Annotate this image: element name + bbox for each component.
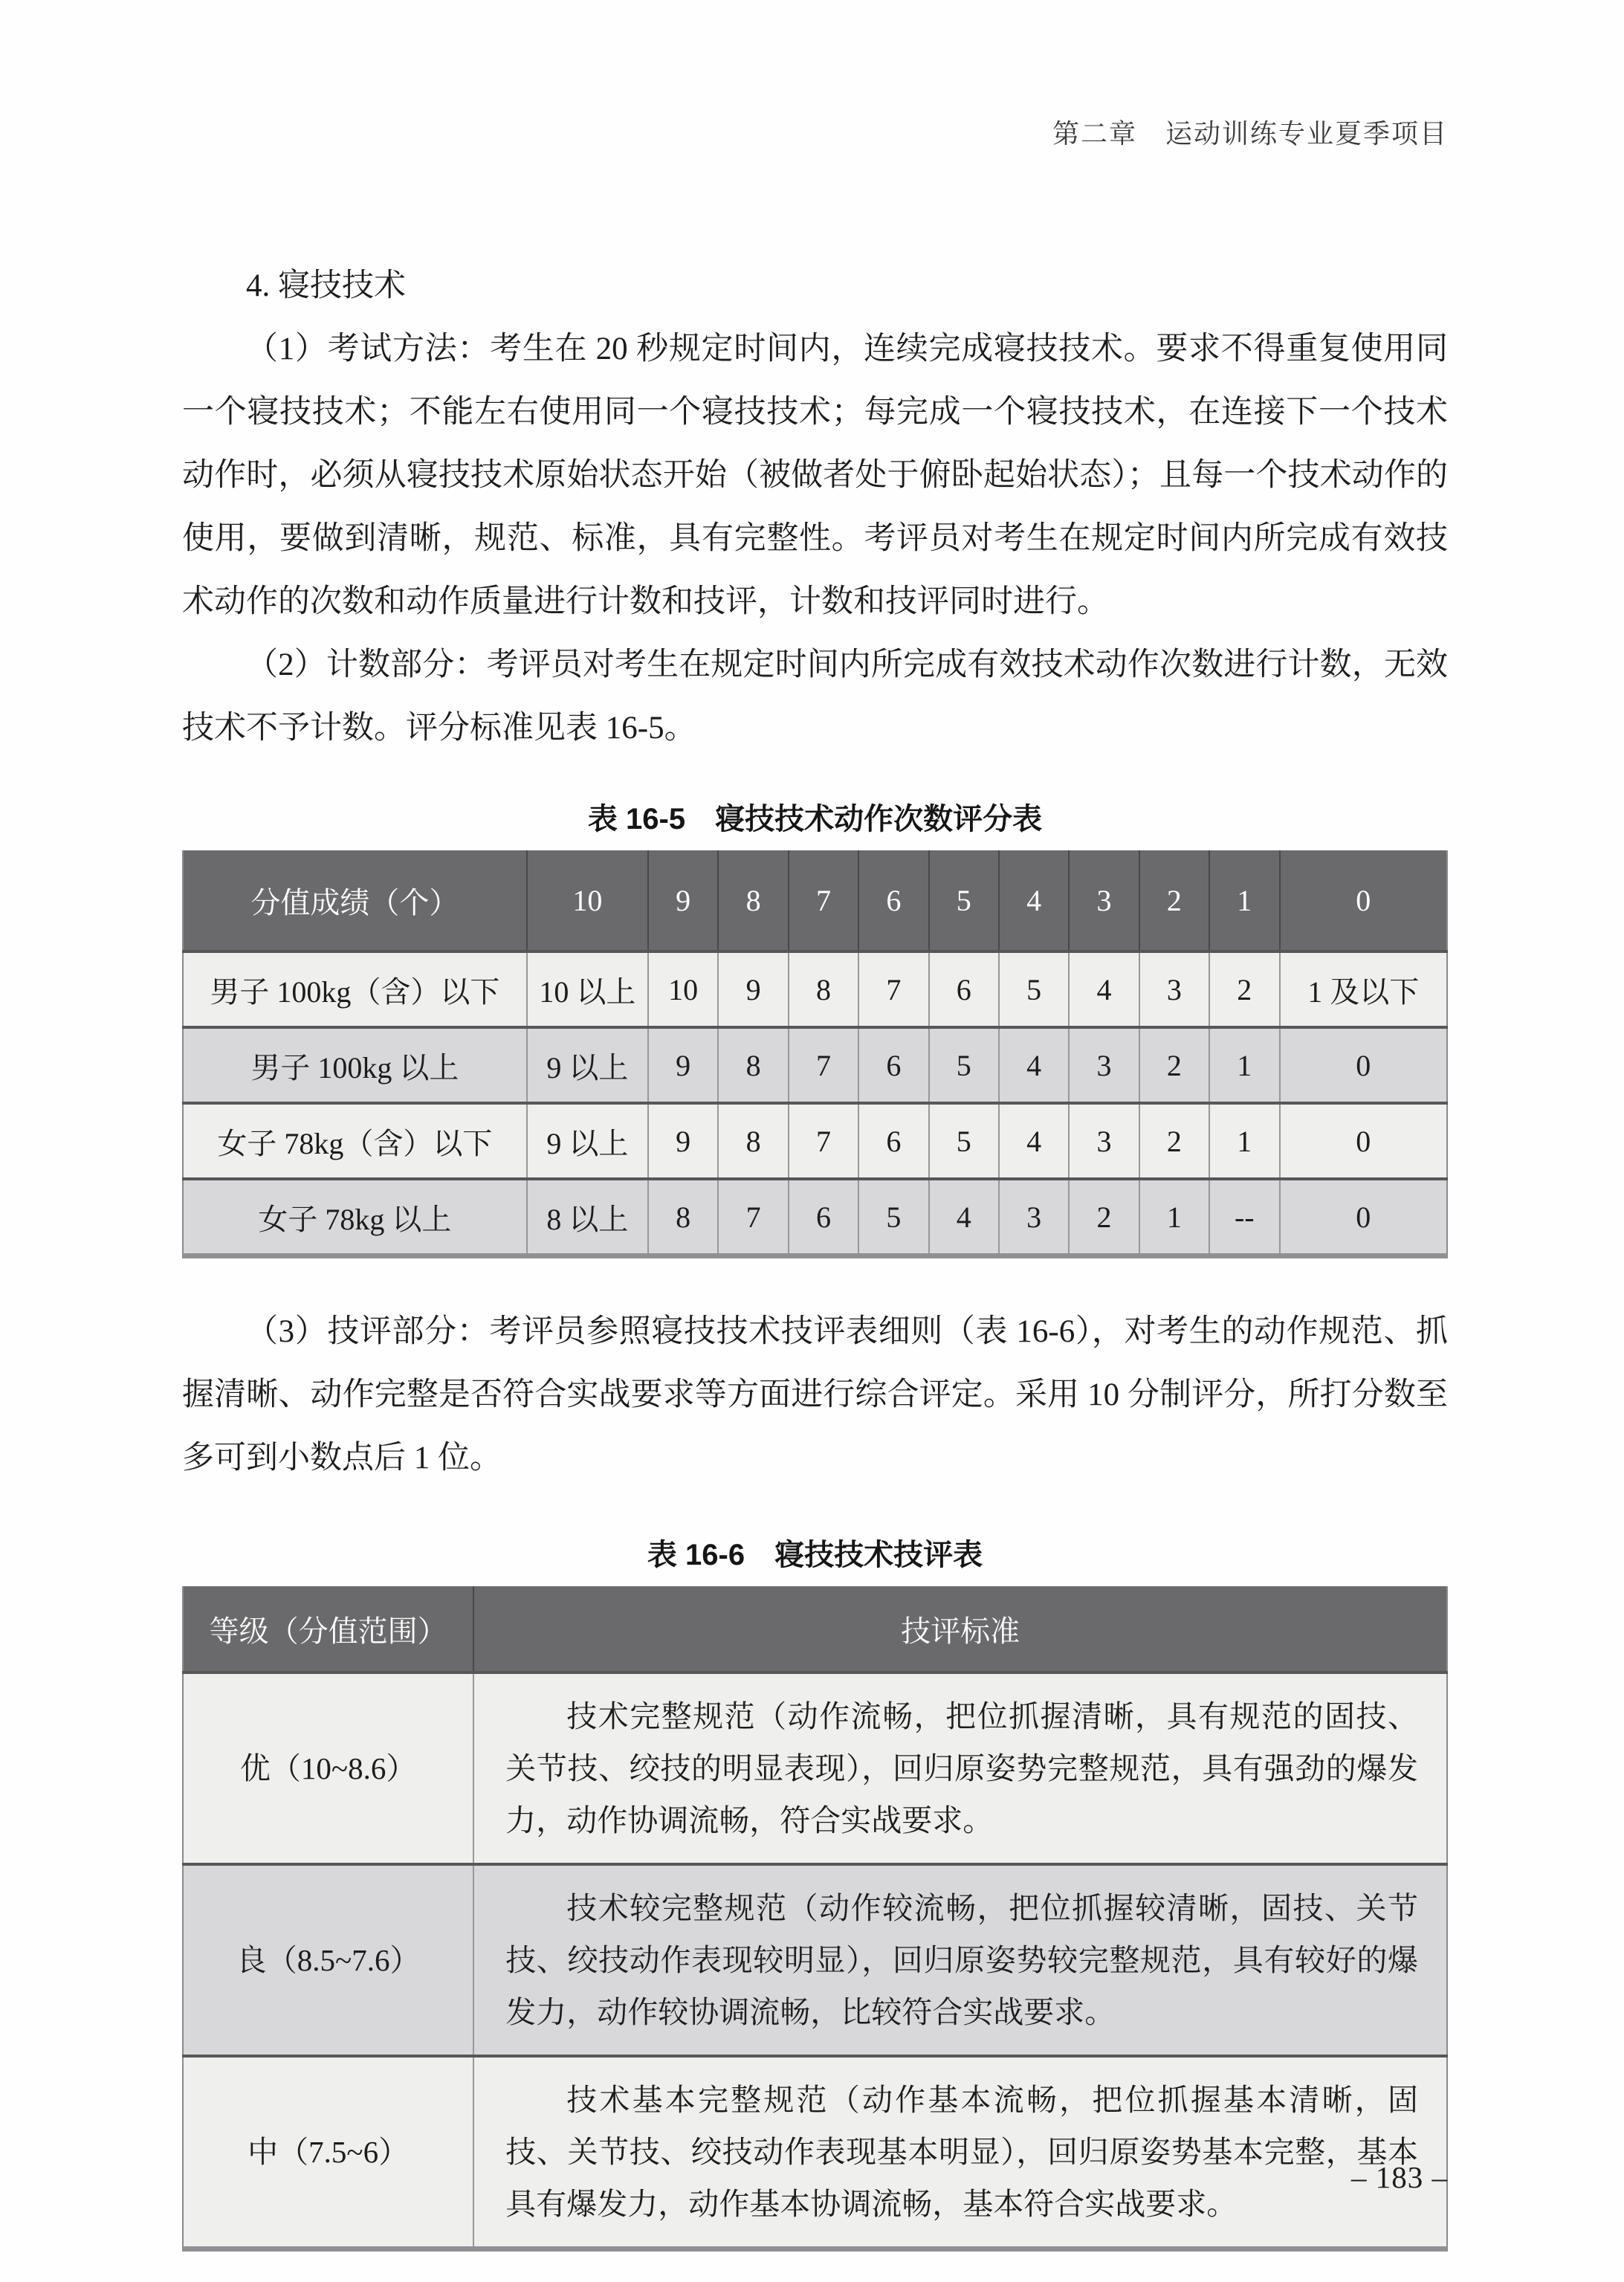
table-cell: 优（10~8.6） bbox=[239, 1751, 417, 1785]
table-cell: 技术较完整规范（动作较流畅，把位抓握较清晰，固技、关节技、绞技动作表现较明显），回归原姿势较完整规范，具有较好的爆发力，动作较协调流畅，比较符合实战要求。 bbox=[473, 1864, 1447, 2056]
table-cell: 0 bbox=[1280, 1027, 1448, 1103]
table-cell: 8 bbox=[718, 1027, 788, 1103]
table-cell: 4 bbox=[929, 1179, 999, 1256]
table-row bbox=[183, 1672, 1447, 1864]
table-cell: 1 bbox=[1139, 1179, 1209, 1256]
table-cell: 3 bbox=[1139, 951, 1209, 1027]
table-cell: 技术完整规范（动作流畅，把位抓握清晰，具有规范的固技、关节技、绞技的明显表现），回归原姿势完整规范，具有强劲的爆发力，动作协调流畅，符合实战要求。 bbox=[473, 1672, 1447, 1864]
header-cell: 8 bbox=[718, 850, 788, 951]
table-cell: 9 bbox=[718, 951, 788, 1027]
table-row bbox=[183, 1864, 1447, 2056]
table-cell: 2 bbox=[1209, 951, 1279, 1027]
table-row bbox=[183, 1103, 1447, 1179]
header-cell: 10 bbox=[527, 850, 648, 951]
header-cell: 2 bbox=[1139, 850, 1209, 951]
table-cell: 2 bbox=[1139, 1027, 1209, 1103]
table-cell: 1 bbox=[1209, 1027, 1279, 1103]
table-row bbox=[183, 1179, 1447, 1256]
table-cell: 9 bbox=[648, 1027, 718, 1103]
table-cell: -- bbox=[1209, 1179, 1279, 1256]
section-heading: 4. 寝技技术 bbox=[246, 268, 406, 303]
table-cell: 1 bbox=[1209, 1103, 1279, 1179]
table-cell: 9 以上 bbox=[527, 1103, 648, 1179]
table-cell: 5 bbox=[929, 1103, 999, 1179]
table-16-6-body bbox=[183, 1672, 1447, 2249]
table-16-5-header bbox=[183, 850, 1447, 951]
table-cell: 10 bbox=[648, 951, 718, 1027]
table-cell: 女子 78kg（含）以下 bbox=[217, 1126, 493, 1160]
paragraph-tech-eval: （3）技评部分：考评员参照寝技技术技评表细则（表 16-6），对考生的动作规范、抓握清晰、动作完整是否符合实战要求等方面进行综合评定。采用 10 分制评分，所打分数至多可到小数点后 1 位。 bbox=[182, 1314, 1448, 1475]
table-cell: 男子 100kg（含）以下 bbox=[210, 974, 500, 1009]
table-cell: 2 bbox=[1069, 1179, 1139, 1256]
table-cell: 1 及以下 bbox=[1280, 951, 1448, 1027]
header-cell: 4 bbox=[999, 850, 1069, 951]
table-cell: 4 bbox=[1069, 951, 1139, 1027]
table-cell: 2 bbox=[1139, 1103, 1209, 1179]
table-cell: 0 bbox=[1280, 1179, 1448, 1256]
paragraph-counting: （2）计数部分：考评员对考生在规定时间内所完成有效技术动作次数进行计数，无效技术不予计数。评分标准见表 16-5。 bbox=[182, 647, 1448, 746]
table-16-5-caption: 表 16-5 寝技技术动作次数评分表 bbox=[587, 803, 1043, 835]
header-cell: 0 bbox=[1280, 850, 1448, 951]
table-row bbox=[183, 2056, 1447, 2249]
table-cell: 7 bbox=[789, 1027, 858, 1103]
table-cell: 6 bbox=[858, 1027, 928, 1103]
table-16-6 bbox=[182, 1586, 1448, 2252]
header-cell: 9 bbox=[648, 850, 718, 951]
header-cell: 7 bbox=[789, 850, 858, 951]
header-cell: 分值成绩（个） bbox=[183, 850, 527, 951]
table-cell: 3 bbox=[999, 1179, 1069, 1256]
table-cell: 0 bbox=[1280, 1103, 1448, 1179]
header-cell: 技评标准 bbox=[473, 1586, 1447, 1672]
header-cell: 6 bbox=[858, 850, 928, 951]
header-cell: 3 bbox=[1069, 850, 1139, 951]
table-cell: 10 以上 bbox=[527, 951, 648, 1027]
table-cell: 6 bbox=[929, 951, 999, 1027]
table-cell: 7 bbox=[718, 1179, 788, 1256]
table-cell: 6 bbox=[789, 1179, 858, 1256]
header-cell: 等级（分值范围） bbox=[183, 1586, 473, 1672]
table-cell: 技术基本完整规范（动作基本流畅，把位抓握基本清晰，固技、关节技、绞技动作表现基本明显），回归原姿势基本完整，基本具有爆发力，动作基本协调流畅，基本符合实战要求。 bbox=[473, 2056, 1447, 2249]
table-cell: 4 bbox=[999, 1027, 1069, 1103]
table-cell: 女子 78kg 以上 bbox=[258, 1202, 452, 1236]
table-cell: 5 bbox=[858, 1179, 928, 1256]
table-cell: 8 bbox=[648, 1179, 718, 1256]
table-row bbox=[183, 951, 1447, 1027]
table-cell: 4 bbox=[999, 1103, 1069, 1179]
table-cell: 7 bbox=[858, 951, 928, 1027]
table-16-5-body bbox=[183, 951, 1447, 1256]
table-cell: 8 bbox=[718, 1103, 788, 1179]
header-cell: 5 bbox=[929, 850, 999, 951]
table-16-5 bbox=[182, 850, 1448, 1258]
header-row bbox=[183, 850, 1447, 951]
table-row bbox=[183, 1027, 1447, 1103]
table-cell: 5 bbox=[999, 951, 1069, 1027]
table-cell: 5 bbox=[929, 1027, 999, 1103]
table-cell: 男子 100kg 以上 bbox=[250, 1050, 459, 1085]
table-cell: 3 bbox=[1069, 1027, 1139, 1103]
paragraph-exam-method: （1）考试方法：考生在 20 秒规定时间内，连续完成寝技技术。要求不得重复使用同一个寝技技术；不能左右使用同一个寝技技术；每完成一个寝技技术，在连接下一个技术动作时，必须从寝技技术原始状态开始（被做者处于俯卧起始状态）；且每一个技术动作的使用，要做到清晰，规范、标准，具有完整性。考评员对考生在规定时间内所完成有效技术动作的次数和动作质量进行计数和技评，计数和技评同时进行。 bbox=[182, 332, 1448, 619]
table-16-6-caption: 表 16-6 寝技技术技评表 bbox=[647, 1539, 983, 1571]
table-cell: 8 以上 bbox=[527, 1179, 648, 1256]
header-row bbox=[183, 1586, 1447, 1672]
table-cell: 良（8.5~7.6） bbox=[236, 1943, 421, 1977]
page-number: – 183 – bbox=[1351, 2160, 1448, 2194]
table-cell: 中（7.5~6） bbox=[248, 2135, 410, 2169]
table-cell: 8 bbox=[789, 951, 858, 1027]
table-cell: 7 bbox=[789, 1103, 858, 1179]
table-cell: 9 bbox=[648, 1103, 718, 1179]
table-cell: 9 以上 bbox=[527, 1027, 648, 1103]
running-header: 第二章 运动训练专业夏季项目 bbox=[1052, 119, 1448, 149]
table-cell: 6 bbox=[858, 1103, 928, 1179]
table-cell: 3 bbox=[1069, 1103, 1139, 1179]
table-16-6-header bbox=[183, 1586, 1447, 1672]
header-cell: 1 bbox=[1209, 850, 1279, 951]
